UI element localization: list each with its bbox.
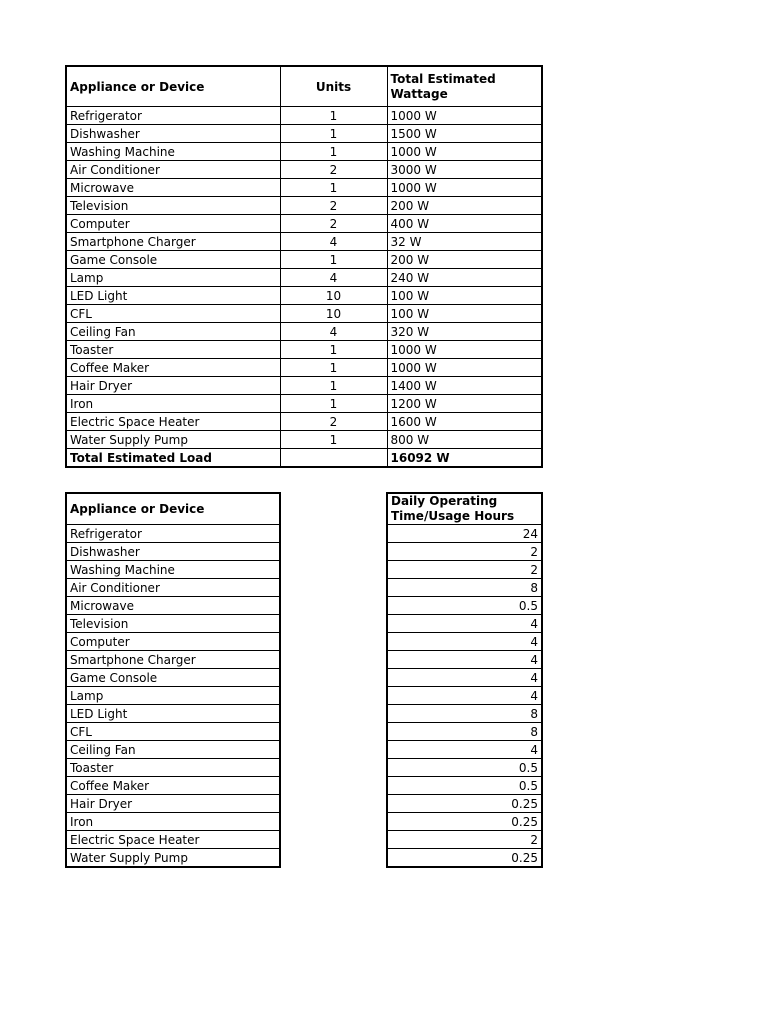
units-cell: 1 <box>280 431 387 449</box>
table-row <box>66 741 542 759</box>
column-gap <box>280 723 387 741</box>
units-cell: 4 <box>280 269 387 287</box>
column-gap <box>280 493 387 525</box>
wattage-cell: 1000 W <box>387 359 542 377</box>
device-cell: Electric Space Heater <box>66 831 280 849</box>
table-row <box>66 413 542 431</box>
wattage-cell: 800 W <box>387 431 542 449</box>
hours-cell: 0.25 <box>387 849 542 868</box>
device-cell: Electric Space Heater <box>66 413 280 431</box>
hours-cell: 2 <box>387 543 542 561</box>
device-cell: Game Console <box>66 669 280 687</box>
table-row <box>66 849 542 868</box>
device-cell: Hair Dryer <box>66 377 280 395</box>
wattage-cell: 1000 W <box>387 107 542 125</box>
table-row <box>66 305 542 323</box>
device-cell: LED Light <box>66 705 280 723</box>
wattage-header: Total Estimated Wattage <box>387 66 542 107</box>
units-cell: 1 <box>280 143 387 161</box>
wattage-cell: 1200 W <box>387 395 542 413</box>
wattage-cell: 1600 W <box>387 413 542 431</box>
table-row <box>66 633 542 651</box>
hours-cell: 4 <box>387 615 542 633</box>
device-cell: Toaster <box>66 759 280 777</box>
table-row <box>66 359 542 377</box>
total-value: 16092 W <box>387 449 542 468</box>
table-row <box>66 341 542 359</box>
device-cell: Air Conditioner <box>66 161 280 179</box>
table-row <box>66 197 542 215</box>
units-cell: 4 <box>280 233 387 251</box>
device-cell: Microwave <box>66 179 280 197</box>
column-gap <box>280 579 387 597</box>
table-row <box>66 251 542 269</box>
table-row <box>66 287 542 305</box>
table-row <box>66 795 542 813</box>
units-cell: 2 <box>280 215 387 233</box>
table-row <box>66 431 542 449</box>
hours-cell: 4 <box>387 669 542 687</box>
column-gap <box>280 813 387 831</box>
wattage-table <box>65 65 543 468</box>
hours-cell: 8 <box>387 579 542 597</box>
device-cell: Water Supply Pump <box>66 849 280 868</box>
wattage-cell: 200 W <box>387 251 542 269</box>
device-cell: Computer <box>66 215 280 233</box>
column-gap <box>280 615 387 633</box>
units-cell: 2 <box>280 161 387 179</box>
column-gap <box>280 741 387 759</box>
table-row <box>66 723 542 741</box>
units-cell: 10 <box>280 305 387 323</box>
hours-cell: 4 <box>387 687 542 705</box>
table-row <box>66 579 542 597</box>
device-cell: Television <box>66 197 280 215</box>
column-gap <box>280 795 387 813</box>
column-gap <box>280 651 387 669</box>
units-cell: 10 <box>280 287 387 305</box>
hours-cell: 0.25 <box>387 795 542 813</box>
wattage-cell: 1000 W <box>387 143 542 161</box>
hours-cell: 2 <box>387 561 542 579</box>
total-label: Total Estimated Load <box>66 449 280 468</box>
hours-cell: 8 <box>387 723 542 741</box>
units-cell: 1 <box>280 179 387 197</box>
device-cell: Smartphone Charger <box>66 233 280 251</box>
table-row <box>66 161 542 179</box>
table-row <box>66 125 542 143</box>
device-cell: CFL <box>66 723 280 741</box>
column-gap <box>280 525 387 543</box>
wattage-cell: 400 W <box>387 215 542 233</box>
column-gap <box>280 777 387 795</box>
wattage-cell: 1500 W <box>387 125 542 143</box>
wattage-header-row <box>66 66 542 107</box>
hours-header-row <box>66 493 542 525</box>
device-cell: LED Light <box>66 287 280 305</box>
total-row <box>66 449 542 468</box>
hours-cell: 2 <box>387 831 542 849</box>
units-cell: 1 <box>280 125 387 143</box>
table-row <box>66 615 542 633</box>
units-cell: 1 <box>280 341 387 359</box>
hours-header: Daily Operating Time/Usage Hours <box>387 493 542 525</box>
table-row <box>66 323 542 341</box>
table-row <box>66 395 542 413</box>
units-header: Units <box>280 66 387 107</box>
column-gap <box>280 561 387 579</box>
wattage-cell: 1000 W <box>387 179 542 197</box>
wattage-cell: 1400 W <box>387 377 542 395</box>
hours-cell: 24 <box>387 525 542 543</box>
device-cell: Hair Dryer <box>66 795 280 813</box>
units-cell: 1 <box>280 395 387 413</box>
units-cell: 1 <box>280 377 387 395</box>
hours-cell: 0.5 <box>387 777 542 795</box>
column-gap <box>280 759 387 777</box>
column-gap <box>280 543 387 561</box>
device-cell: Toaster <box>66 341 280 359</box>
table-row <box>66 107 542 125</box>
wattage-cell: 100 W <box>387 287 542 305</box>
table-row <box>66 651 542 669</box>
device-cell: Refrigerator <box>66 107 280 125</box>
table-row <box>66 669 542 687</box>
device-cell: Computer <box>66 633 280 651</box>
usage-hours-table <box>65 492 543 868</box>
table-row <box>66 561 542 579</box>
table-row <box>66 543 542 561</box>
total-units-cell <box>280 449 387 468</box>
device-cell: Ceiling Fan <box>66 741 280 759</box>
table-row <box>66 687 542 705</box>
device-cell: Lamp <box>66 687 280 705</box>
wattage-cell: 200 W <box>387 197 542 215</box>
table-row <box>66 597 542 615</box>
device-cell: Dishwasher <box>66 125 280 143</box>
wattage-cell: 32 W <box>387 233 542 251</box>
device-cell: Lamp <box>66 269 280 287</box>
device-cell: Iron <box>66 813 280 831</box>
device-cell: Coffee Maker <box>66 359 280 377</box>
device-cell: Smartphone Charger <box>66 651 280 669</box>
units-cell: 2 <box>280 413 387 431</box>
units-cell: 1 <box>280 251 387 269</box>
table-row <box>66 143 542 161</box>
column-gap <box>280 831 387 849</box>
device-cell: Washing Machine <box>66 143 280 161</box>
table-row <box>66 525 542 543</box>
table-row <box>66 831 542 849</box>
units-cell: 1 <box>280 107 387 125</box>
wattage-cell: 3000 W <box>387 161 542 179</box>
hours-cell: 4 <box>387 741 542 759</box>
table-row <box>66 777 542 795</box>
units-cell: 4 <box>280 323 387 341</box>
column-gap <box>280 633 387 651</box>
device-cell: Dishwasher <box>66 543 280 561</box>
table-row <box>66 759 542 777</box>
hours-cell: 4 <box>387 651 542 669</box>
device-cell: Water Supply Pump <box>66 431 280 449</box>
device-header: Appliance or Device <box>66 66 280 107</box>
column-gap <box>280 669 387 687</box>
hours-cell: 0.5 <box>387 597 542 615</box>
column-gap <box>280 597 387 615</box>
column-gap <box>280 705 387 723</box>
hours-cell: 8 <box>387 705 542 723</box>
table-row <box>66 813 542 831</box>
wattage-cell: 1000 W <box>387 341 542 359</box>
units-cell: 2 <box>280 197 387 215</box>
device-cell: CFL <box>66 305 280 323</box>
column-gap <box>280 849 387 868</box>
device-cell: Air Conditioner <box>66 579 280 597</box>
table-row <box>66 705 542 723</box>
wattage-cell: 240 W <box>387 269 542 287</box>
device-cell: Television <box>66 615 280 633</box>
units-cell: 1 <box>280 359 387 377</box>
device-cell: Coffee Maker <box>66 777 280 795</box>
table-row <box>66 179 542 197</box>
device-cell: Washing Machine <box>66 561 280 579</box>
table-row <box>66 215 542 233</box>
table-row <box>66 269 542 287</box>
device-cell: Microwave <box>66 597 280 615</box>
device-cell: Game Console <box>66 251 280 269</box>
wattage-cell: 100 W <box>387 305 542 323</box>
table-row <box>66 377 542 395</box>
device-cell: Iron <box>66 395 280 413</box>
device-cell: Refrigerator <box>66 525 280 543</box>
hours-cell: 0.25 <box>387 813 542 831</box>
device-header: Appliance or Device <box>66 493 280 525</box>
column-gap <box>280 687 387 705</box>
table-row <box>66 233 542 251</box>
hours-cell: 0.5 <box>387 759 542 777</box>
wattage-cell: 320 W <box>387 323 542 341</box>
hours-cell: 4 <box>387 633 542 651</box>
device-cell: Ceiling Fan <box>66 323 280 341</box>
